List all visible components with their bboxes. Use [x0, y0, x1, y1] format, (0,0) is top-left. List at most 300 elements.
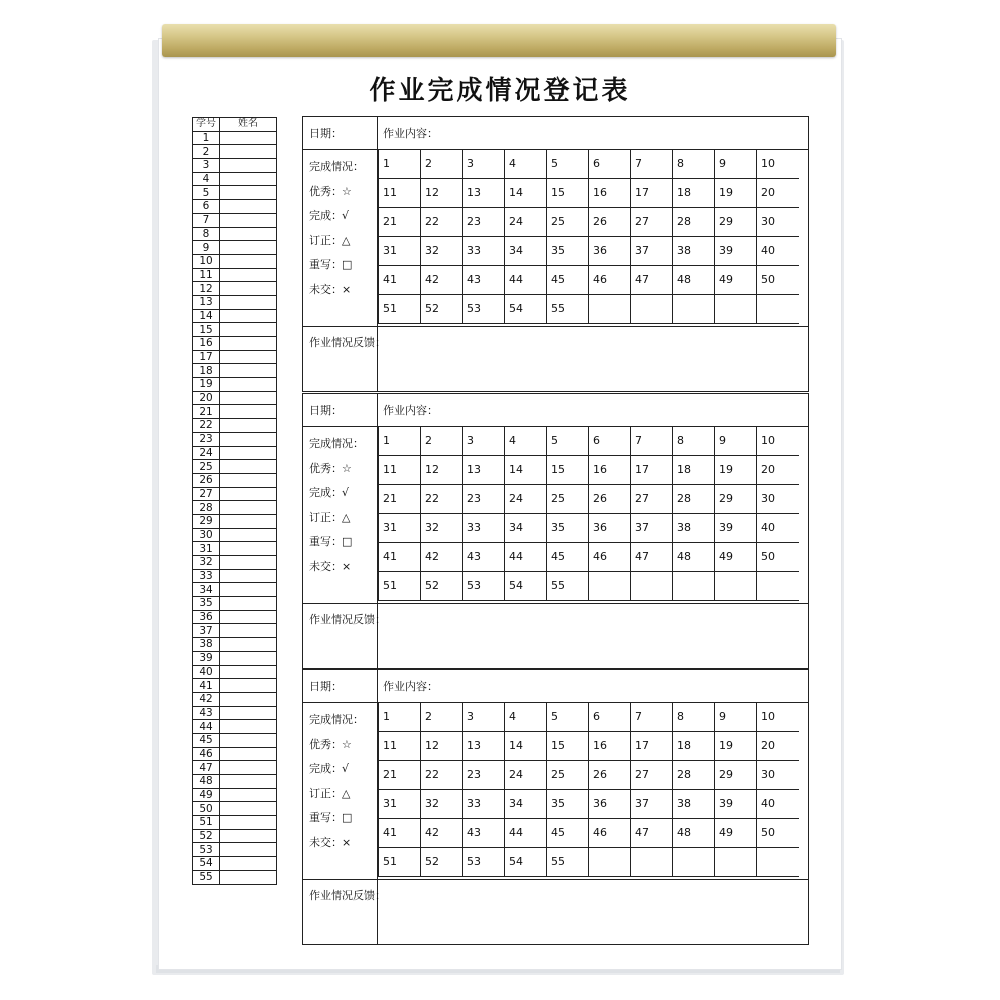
grid-cell[interactable]: 52	[421, 571, 463, 600]
grid-cell[interactable]: 21	[379, 207, 421, 236]
roster-name-cell[interactable]	[220, 761, 277, 775]
grid-cell[interactable]: 8	[673, 426, 715, 455]
grid-cell[interactable]: 34	[505, 513, 547, 542]
grid-cell[interactable]: 34	[505, 789, 547, 818]
roster-name-cell[interactable]	[220, 638, 277, 652]
legend-symbol-icon: △	[342, 786, 351, 800]
roster-name-cell[interactable]	[220, 227, 277, 241]
grid-cell[interactable]: 25	[547, 484, 589, 513]
roster-name-cell[interactable]	[220, 446, 277, 460]
roster-name-cell[interactable]	[220, 159, 277, 173]
grid-cell[interactable]: 55	[547, 571, 589, 600]
grid-cell[interactable]: 30	[757, 207, 799, 236]
grid-cell[interactable]: 28	[673, 760, 715, 789]
legend-item	[309, 555, 364, 580]
grid-row	[379, 294, 799, 323]
legend-symbol-icon: ×	[342, 559, 352, 573]
grid-cell[interactable]: 35	[547, 236, 589, 265]
grid-cell[interactable]: 46	[589, 818, 631, 847]
status-legend	[309, 155, 364, 302]
date-row	[303, 394, 808, 427]
grid-cell[interactable]: 43	[463, 265, 505, 294]
roster-name-cell[interactable]	[220, 487, 277, 501]
grid-cell[interactable]	[631, 847, 673, 876]
grid-cell[interactable]: 31	[379, 513, 421, 542]
roster-row	[193, 213, 277, 227]
grid-cell[interactable]: 51	[379, 847, 421, 876]
legend-label: 未交：	[309, 559, 342, 573]
roster-number: 24	[193, 446, 220, 460]
student-roster	[192, 117, 277, 885]
grid-cell[interactable]: 54	[505, 847, 547, 876]
roster-name-cell[interactable]	[220, 337, 277, 351]
roster-row	[193, 159, 277, 173]
roster-name-cell[interactable]	[220, 254, 277, 268]
grid-cell[interactable]: 50	[757, 265, 799, 294]
grid-cell[interactable]: 40	[757, 236, 799, 265]
roster-name-cell[interactable]	[220, 843, 277, 857]
roster-name-cell[interactable]	[220, 473, 277, 487]
legend-label: 优秀：	[309, 184, 342, 198]
grid-cell[interactable]: 23	[463, 760, 505, 789]
grid-cell[interactable]: 32	[421, 789, 463, 818]
roster-header	[193, 118, 277, 132]
grid-cell[interactable]: 32	[421, 513, 463, 542]
grid-cell[interactable]: 7	[631, 702, 673, 731]
roster-name-cell[interactable]	[220, 295, 277, 309]
grid-cell[interactable]: 33	[463, 789, 505, 818]
roster-row	[193, 775, 277, 789]
grid-cell[interactable]: 30	[757, 760, 799, 789]
roster-row	[193, 528, 277, 542]
roster-name-cell[interactable]	[220, 542, 277, 556]
roster-name-cell[interactable]	[220, 597, 277, 611]
grid-cell[interactable]: 3	[463, 149, 505, 178]
grid-cell[interactable]: 32	[421, 236, 463, 265]
grid-cell[interactable]: 38	[673, 513, 715, 542]
grid-cell[interactable]: 25	[547, 760, 589, 789]
grid-cell[interactable]: 22	[421, 207, 463, 236]
grid-row	[379, 236, 799, 265]
grid-cell[interactable]: 29	[715, 484, 757, 513]
roster-name-cell[interactable]	[220, 692, 277, 706]
grid-cell[interactable]: 10	[757, 149, 799, 178]
roster-name-cell[interactable]	[220, 816, 277, 830]
grid-cell[interactable]: 3	[463, 426, 505, 455]
grid-cell[interactable]: 17	[631, 178, 673, 207]
grid-cell[interactable]: 37	[631, 236, 673, 265]
student-number-grid	[378, 702, 799, 877]
legend-label: 订正：	[309, 510, 342, 524]
grid-cell[interactable]: 34	[505, 236, 547, 265]
grid-cell[interactable]: 24	[505, 207, 547, 236]
grid-cell[interactable]: 14	[505, 178, 547, 207]
legend-label: 完成：	[309, 209, 342, 222]
grid-cell[interactable]	[589, 847, 631, 876]
roster-row	[193, 706, 277, 720]
roster-row	[193, 761, 277, 775]
grid-cell[interactable]: 12	[421, 178, 463, 207]
grid-cell[interactable]: 39	[715, 236, 757, 265]
grid-cell[interactable]: 48	[673, 542, 715, 571]
grid-cell[interactable]: 51	[379, 571, 421, 600]
grid-cell[interactable]	[757, 847, 799, 876]
roster-name-cell[interactable]	[220, 665, 277, 679]
roster-row	[193, 391, 277, 405]
roster-name-cell[interactable]	[220, 378, 277, 392]
roster-name-cell[interactable]	[220, 419, 277, 433]
grid-cell[interactable]: 24	[505, 484, 547, 513]
grid-cell[interactable]: 38	[673, 236, 715, 265]
grid-cell[interactable]: 5	[547, 149, 589, 178]
grid-cell[interactable]: 4	[505, 426, 547, 455]
grid-cell[interactable]: 6	[589, 426, 631, 455]
grid-cell[interactable]	[589, 294, 631, 323]
grid-cell[interactable]: 31	[379, 789, 421, 818]
grid-cell[interactable]: 8	[673, 702, 715, 731]
roster-number: 47	[193, 761, 220, 775]
grid-row	[379, 513, 799, 542]
grid-cell[interactable]: 47	[631, 265, 673, 294]
grid-cell[interactable]	[715, 571, 757, 600]
grid-cell[interactable]: 19	[715, 178, 757, 207]
grid-cell[interactable]: 48	[673, 265, 715, 294]
grid-cell[interactable]: 16	[589, 731, 631, 760]
grid-cell[interactable]: 18	[673, 455, 715, 484]
roster-name-cell[interactable]	[220, 391, 277, 405]
grid-cell[interactable]: 54	[505, 571, 547, 600]
roster-name-cell[interactable]	[220, 733, 277, 747]
roster-row	[193, 295, 277, 309]
grid-cell[interactable]: 15	[547, 455, 589, 484]
grid-cell[interactable]: 17	[631, 455, 673, 484]
grid-cell[interactable]: 53	[463, 294, 505, 323]
date-label: 日期：	[309, 404, 342, 417]
grid-cell[interactable]: 6	[589, 149, 631, 178]
grid-cell[interactable]: 1	[379, 702, 421, 731]
roster-name-cell[interactable]	[220, 679, 277, 693]
grid-cell[interactable]: 43	[463, 542, 505, 571]
grid-cell[interactable]: 16	[589, 178, 631, 207]
grid-cell[interactable]: 14	[505, 455, 547, 484]
roster-row	[193, 227, 277, 241]
grid-cell[interactable]: 53	[463, 847, 505, 876]
grid-cell[interactable]: 44	[505, 818, 547, 847]
grid-cell[interactable]	[715, 294, 757, 323]
roster-number: 51	[193, 816, 220, 830]
roster-row	[193, 432, 277, 446]
grid-row	[379, 731, 799, 760]
roster-name-cell[interactable]	[220, 172, 277, 186]
roster-row	[193, 309, 277, 323]
roster-name-cell[interactable]	[220, 350, 277, 364]
grid-cell[interactable]	[631, 571, 673, 600]
binding-strip	[162, 24, 836, 57]
grid-cell[interactable]: 20	[757, 731, 799, 760]
roster-name-cell[interactable]	[220, 610, 277, 624]
grid-cell[interactable]: 41	[379, 542, 421, 571]
grid-cell[interactable]: 2	[421, 149, 463, 178]
grid-cell[interactable]	[631, 294, 673, 323]
roster-name-cell[interactable]	[220, 556, 277, 570]
grid-cell[interactable]: 44	[505, 265, 547, 294]
roster-row	[193, 254, 277, 268]
roster-name-cell[interactable]	[220, 241, 277, 255]
grid-cell[interactable]: 18	[673, 178, 715, 207]
grid-cell[interactable]	[673, 294, 715, 323]
grid-cell[interactable]: 39	[715, 513, 757, 542]
grid-cell[interactable]: 35	[547, 513, 589, 542]
legend-symbol-icon: □	[342, 258, 353, 271]
grid-cell[interactable]: 55	[547, 294, 589, 323]
grid-cell[interactable]: 15	[547, 178, 589, 207]
grid-cell[interactable]: 42	[421, 265, 463, 294]
grid-cell[interactable]: 11	[379, 731, 421, 760]
grid-cell[interactable]: 11	[379, 178, 421, 207]
grid-cell[interactable]: 4	[505, 149, 547, 178]
roster-name-cell[interactable]	[220, 501, 277, 515]
grid-cell[interactable]: 37	[631, 789, 673, 818]
grid-cell[interactable]: 45	[547, 818, 589, 847]
roster-name-cell[interactable]	[220, 829, 277, 843]
grid-cell[interactable]: 39	[715, 789, 757, 818]
grid-cell[interactable]: 38	[673, 789, 715, 818]
grid-cell[interactable]: 49	[715, 542, 757, 571]
roster-row	[193, 816, 277, 830]
grid-cell[interactable]: 13	[463, 455, 505, 484]
grid-cell[interactable]: 40	[757, 513, 799, 542]
roster-row	[193, 665, 277, 679]
roster-name-cell[interactable]	[220, 788, 277, 802]
grid-cell[interactable]: 42	[421, 542, 463, 571]
grid-cell[interactable]	[673, 847, 715, 876]
grid-cell[interactable]: 36	[589, 513, 631, 542]
roster-name-cell[interactable]	[220, 720, 277, 734]
grid-cell[interactable]: 46	[589, 542, 631, 571]
legend-symbol-icon: √	[342, 762, 350, 775]
grid-cell[interactable]: 48	[673, 818, 715, 847]
grid-cell[interactable]: 31	[379, 236, 421, 265]
roster-name-cell[interactable]	[220, 186, 277, 200]
grid-cell[interactable]: 35	[547, 789, 589, 818]
roster-name-cell[interactable]	[220, 405, 277, 419]
grid-cell[interactable]: 13	[463, 178, 505, 207]
grid-cell[interactable]: 16	[589, 455, 631, 484]
grid-cell[interactable]: 52	[421, 294, 463, 323]
roster-name-cell[interactable]	[220, 528, 277, 542]
roster-name-cell[interactable]	[220, 460, 277, 474]
grid-cell[interactable]: 20	[757, 455, 799, 484]
grid-cell[interactable]: 13	[463, 731, 505, 760]
grid-cell[interactable]: 28	[673, 484, 715, 513]
grid-cell[interactable]: 7	[631, 426, 673, 455]
grid-cell[interactable]: 26	[589, 484, 631, 513]
roster-name-cell[interactable]	[220, 145, 277, 159]
grid-cell[interactable]: 12	[421, 731, 463, 760]
roster-name-cell[interactable]	[220, 857, 277, 871]
roster-number: 48	[193, 775, 220, 789]
grid-cell[interactable]: 10	[757, 702, 799, 731]
grid-cell[interactable]: 26	[589, 760, 631, 789]
grid-cell[interactable]: 28	[673, 207, 715, 236]
roster-row	[193, 829, 277, 843]
grid-cell[interactable]: 22	[421, 760, 463, 789]
grid-cell[interactable]: 18	[673, 731, 715, 760]
legend-item	[309, 229, 364, 254]
roster-number: 19	[193, 378, 220, 392]
legend-symbol-icon: □	[342, 811, 353, 824]
grid-cell[interactable]: 33	[463, 513, 505, 542]
grid-cell[interactable]: 5	[547, 426, 589, 455]
grid-cell[interactable]: 45	[547, 542, 589, 571]
roster-name-cell[interactable]	[220, 309, 277, 323]
grid-cell[interactable]: 20	[757, 178, 799, 207]
grid-cell[interactable]: 45	[547, 265, 589, 294]
legend-label: 订正：	[309, 233, 342, 247]
student-number-grid	[378, 426, 799, 601]
grid-cell[interactable]: 1	[379, 426, 421, 455]
grid-cell[interactable]: 33	[463, 236, 505, 265]
roster-name-cell[interactable]	[220, 870, 277, 884]
roster-name-cell[interactable]	[220, 706, 277, 720]
grid-cell[interactable]: 25	[547, 207, 589, 236]
grid-cell[interactable]: 3	[463, 702, 505, 731]
roster-name-cell[interactable]	[220, 364, 277, 378]
roster-name-cell[interactable]	[220, 802, 277, 816]
roster-name-cell[interactable]	[220, 323, 277, 337]
grid-cell[interactable]	[673, 571, 715, 600]
grid-cell[interactable]: 44	[505, 542, 547, 571]
roster-name-cell[interactable]	[220, 432, 277, 446]
grid-cell[interactable]: 27	[631, 760, 673, 789]
grid-cell[interactable]: 17	[631, 731, 673, 760]
roster-name-cell[interactable]	[220, 200, 277, 214]
grid-cell[interactable]: 52	[421, 847, 463, 876]
grid-cell[interactable]: 9	[715, 426, 757, 455]
grid-cell[interactable]	[757, 294, 799, 323]
grid-cell[interactable]: 14	[505, 731, 547, 760]
grid-cell[interactable]: 54	[505, 294, 547, 323]
roster-name-cell[interactable]	[220, 268, 277, 282]
roster-row	[193, 460, 277, 474]
legend-item	[309, 733, 364, 758]
roster-name-cell[interactable]	[220, 282, 277, 296]
grid-cell[interactable]: 41	[379, 265, 421, 294]
grid-cell[interactable]: 26	[589, 207, 631, 236]
grid-cell[interactable]: 27	[631, 484, 673, 513]
roster-name-cell[interactable]	[220, 747, 277, 761]
grid-cell[interactable]	[715, 847, 757, 876]
grid-cell[interactable]: 24	[505, 760, 547, 789]
grid-cell[interactable]: 49	[715, 818, 757, 847]
roster-row	[193, 692, 277, 706]
grid-cell[interactable]	[757, 571, 799, 600]
grid-cell[interactable]: 2	[421, 426, 463, 455]
grid-cell[interactable]: 53	[463, 571, 505, 600]
roster-name-cell[interactable]	[220, 583, 277, 597]
grid-cell[interactable]: 27	[631, 207, 673, 236]
roster-number: 14	[193, 309, 220, 323]
grid-row	[379, 789, 799, 818]
grid-cell[interactable]: 47	[631, 542, 673, 571]
grid-cell[interactable]: 29	[715, 760, 757, 789]
grid-cell[interactable]: 15	[547, 731, 589, 760]
grid-cell[interactable]: 51	[379, 294, 421, 323]
roster-number: 34	[193, 583, 220, 597]
roster-number: 7	[193, 213, 220, 227]
grid-cell[interactable]: 47	[631, 818, 673, 847]
grid-cell[interactable]: 49	[715, 265, 757, 294]
grid-cell[interactable]: 22	[421, 484, 463, 513]
status-legend	[309, 708, 364, 855]
grid-cell[interactable]: 43	[463, 818, 505, 847]
roster-name-cell[interactable]	[220, 624, 277, 638]
grid-cell[interactable]: 4	[505, 702, 547, 731]
roster-row	[193, 556, 277, 570]
grid-cell[interactable]: 9	[715, 149, 757, 178]
grid-cell[interactable]: 55	[547, 847, 589, 876]
legend-symbol-icon: ×	[342, 835, 352, 849]
legend-item	[309, 506, 364, 531]
grid-cell[interactable]: 50	[757, 818, 799, 847]
grid-cell[interactable]: 8	[673, 149, 715, 178]
grid-cell[interactable]: 11	[379, 455, 421, 484]
grid-cell[interactable]: 6	[589, 702, 631, 731]
grid-cell[interactable]: 19	[715, 731, 757, 760]
roster-name-cell[interactable]	[220, 131, 277, 145]
roster-name-cell[interactable]	[220, 213, 277, 227]
grid-cell[interactable]: 1	[379, 149, 421, 178]
grid-cell[interactable]: 23	[463, 484, 505, 513]
grid-cell[interactable]: 40	[757, 789, 799, 818]
grid-cell[interactable]: 2	[421, 702, 463, 731]
feedback-label: 作业情况反馈：	[309, 336, 386, 349]
roster-number: 1	[193, 131, 220, 145]
grid-cell[interactable]: 41	[379, 818, 421, 847]
grid-cell[interactable]: 36	[589, 789, 631, 818]
grid-cell[interactable]: 9	[715, 702, 757, 731]
grid-cell[interactable]: 10	[757, 426, 799, 455]
grid-cell[interactable]: 12	[421, 455, 463, 484]
grid-cell[interactable]: 36	[589, 236, 631, 265]
grid-cell[interactable]: 7	[631, 149, 673, 178]
legend-label: 优秀：	[309, 461, 342, 475]
grid-row	[379, 265, 799, 294]
roster-name-cell[interactable]	[220, 514, 277, 528]
grid-cell[interactable]: 23	[463, 207, 505, 236]
grid-cell[interactable]: 50	[757, 542, 799, 571]
grid-cell[interactable]	[589, 571, 631, 600]
roster-name-cell[interactable]	[220, 651, 277, 665]
grid-cell[interactable]: 42	[421, 818, 463, 847]
roster-name-cell[interactable]	[220, 569, 277, 583]
grid-cell[interactable]: 30	[757, 484, 799, 513]
roster-number: 52	[193, 829, 220, 843]
grid-cell[interactable]: 21	[379, 760, 421, 789]
roster-row	[193, 473, 277, 487]
grid-cell[interactable]: 5	[547, 702, 589, 731]
roster-name-cell[interactable]	[220, 775, 277, 789]
roster-number: 31	[193, 542, 220, 556]
grid-cell[interactable]: 19	[715, 455, 757, 484]
date-row	[303, 117, 808, 150]
grid-cell[interactable]: 21	[379, 484, 421, 513]
grid-cell[interactable]: 29	[715, 207, 757, 236]
grid-row	[379, 760, 799, 789]
grid-cell[interactable]: 37	[631, 513, 673, 542]
grid-cell[interactable]: 46	[589, 265, 631, 294]
legend-symbol-icon: △	[342, 233, 351, 247]
